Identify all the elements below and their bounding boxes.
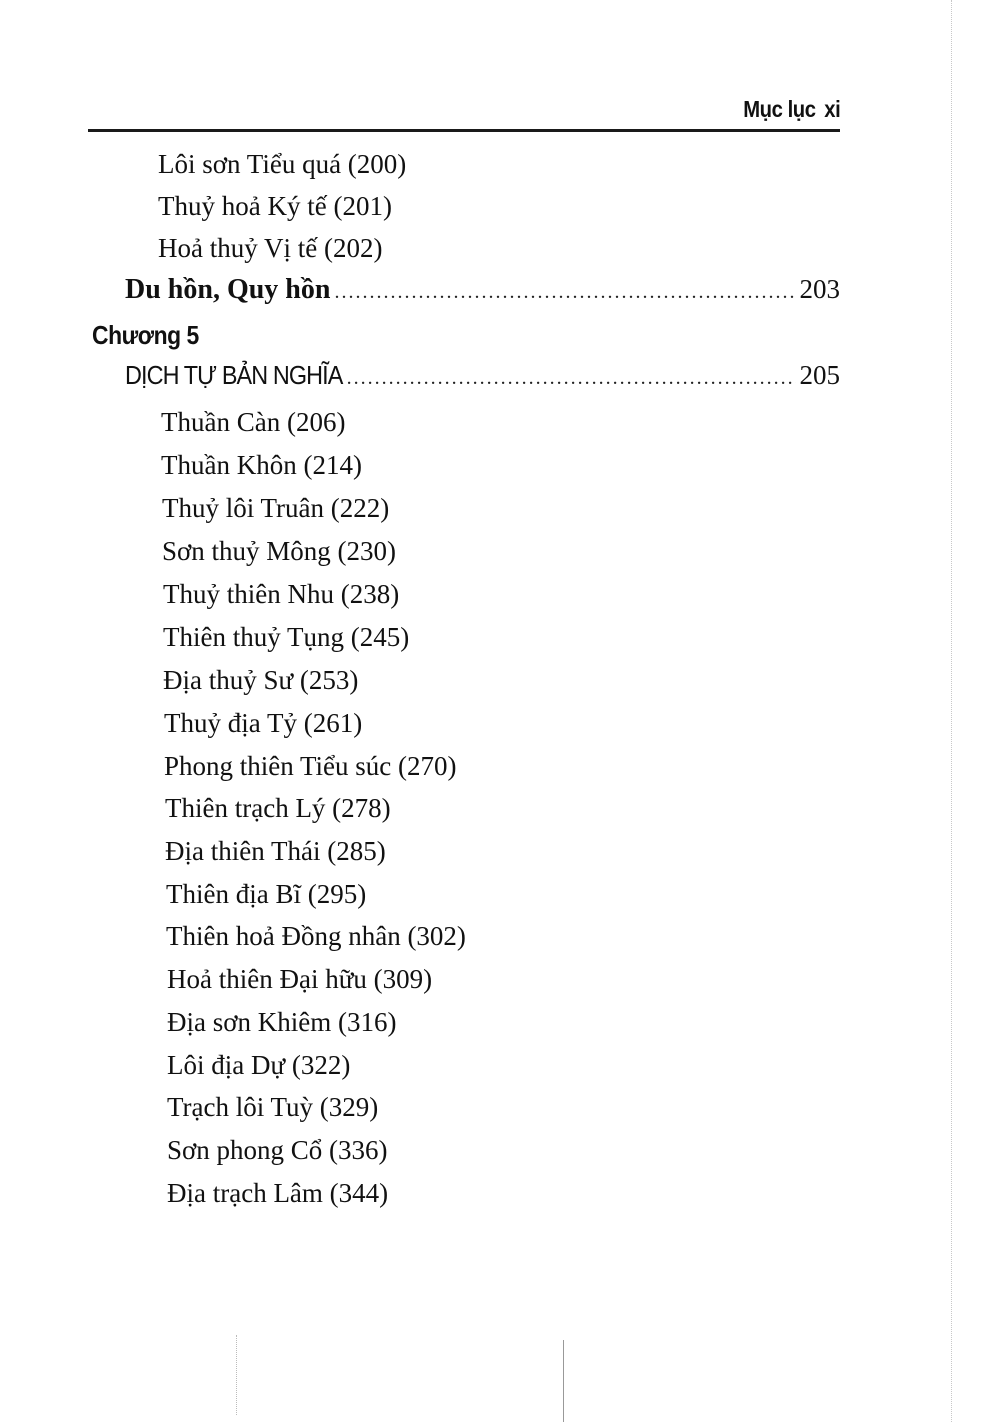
toc-section-dich-tu (125, 359, 840, 391)
dot-leader (334, 281, 795, 304)
toc-entry: Địa sơn Khiêm (316) (167, 1007, 397, 1037)
toc-entry: Thiên thuỷ Tụng (245) (163, 622, 410, 652)
toc-entry: Trạch lôi Tuỳ (329) (167, 1092, 379, 1122)
toc-entry: Thuỷ thiên Nhu (238) (163, 579, 400, 609)
section-page-number: 203 (799, 274, 840, 304)
toc-entry: Phong thiên Tiểu súc (270) (164, 751, 457, 781)
toc-entry: Lôi sơn Tiểu quá (200) (158, 149, 407, 179)
section-page-number: 205 (799, 360, 840, 390)
section-title: DỊCH TỰ BẢN NGHĨA (125, 360, 343, 390)
dot-leader (347, 367, 796, 390)
toc-entry: Thuần Khôn (214) (161, 450, 362, 480)
scan-artifact-line (236, 1335, 237, 1415)
toc-entry: Địa thuỷ Sư (253) (163, 665, 359, 695)
section-title: Du hồn, Quy hồn (125, 274, 331, 305)
running-head-title: Mục lục (742, 96, 816, 122)
page-number: xi (823, 96, 840, 122)
scan-margin-edge (947, 0, 952, 1422)
chapter-heading: Chương 5 (92, 320, 199, 350)
toc-entry: Hoả thiên Đại hữu (309) (167, 964, 433, 994)
toc-entry: Sơn thuỷ Mông (230) (162, 536, 397, 566)
scan-artifact-line (563, 1340, 564, 1422)
toc-entry: Thiên địa Bĩ (295) (166, 879, 367, 909)
toc-entry: Thuỷ hoả Ký tế (201) (158, 191, 392, 221)
toc-entry: Địa thiên Thái (285) (165, 836, 386, 866)
toc-entry: Thuần Càn (206) (161, 407, 346, 437)
toc-section-du-hon (125, 274, 840, 306)
toc-entry: Thiên hoả Đồng nhân (302) (166, 921, 466, 951)
toc-entry: Lôi địa Dự (322) (167, 1050, 351, 1080)
toc-entry: Sơn phong Cổ (336) (167, 1135, 388, 1165)
toc-entry: Hoả thuỷ Vị tế (202) (158, 233, 383, 263)
toc-entry: Địa trạch Lâm (344) (167, 1178, 389, 1208)
toc-entry: Thuỷ lôi Truân (222) (162, 493, 390, 523)
header-rule (88, 129, 840, 132)
running-head (743, 96, 840, 123)
toc-entry: Thiên trạch Lý (278) (165, 793, 391, 823)
toc-entry: Thuỷ địa Tỷ (261) (164, 708, 363, 738)
